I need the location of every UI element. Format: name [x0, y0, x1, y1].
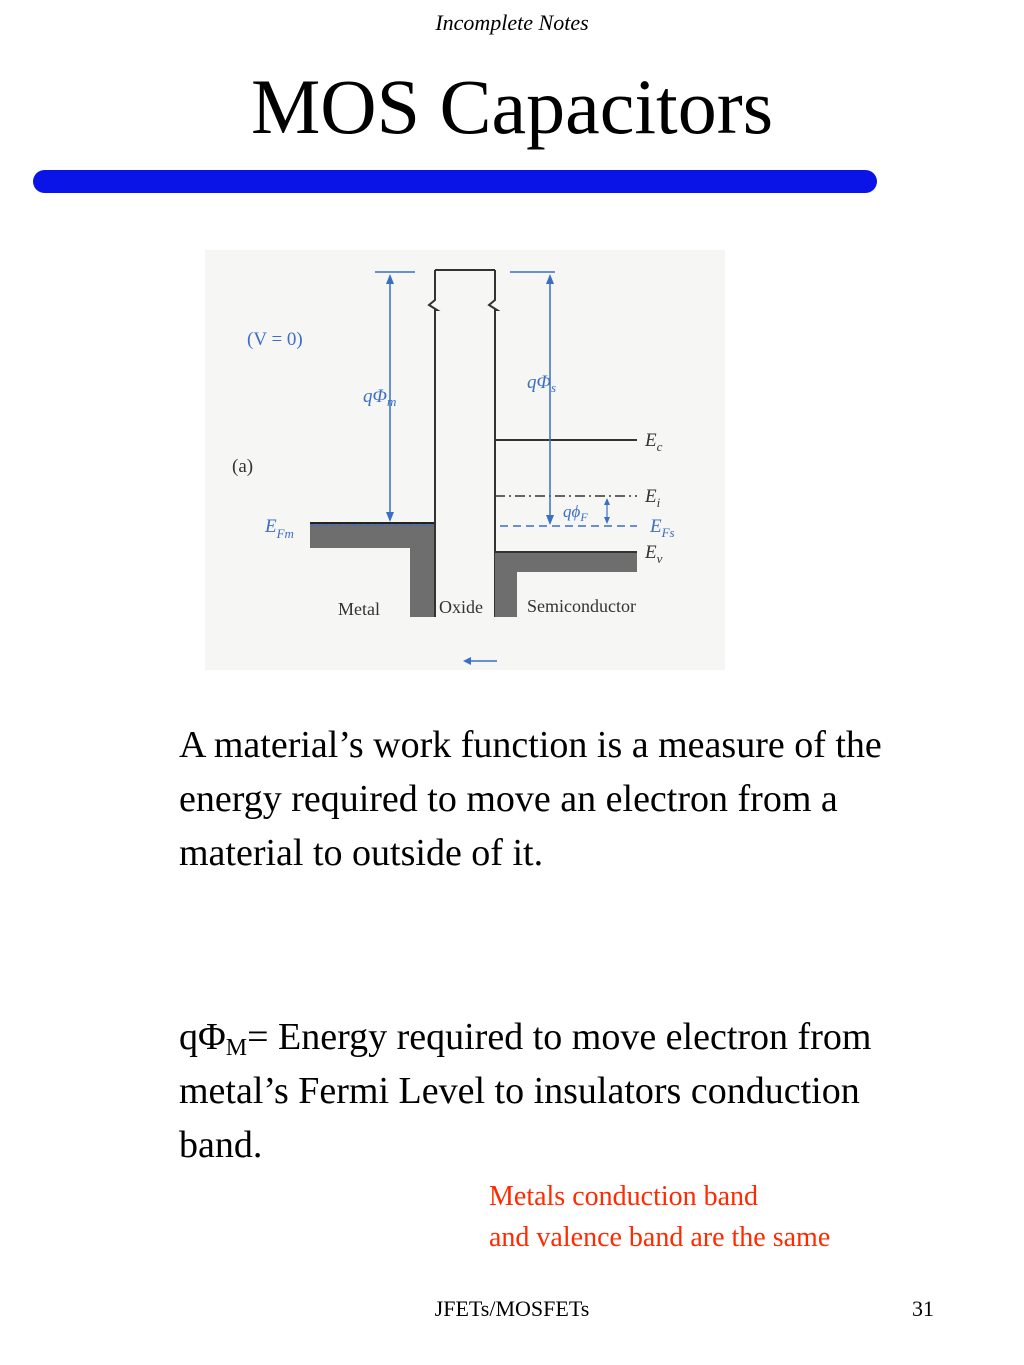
e-i-label: $E_i$	[645, 486, 661, 510]
semiconductor-vertical-fill	[495, 552, 517, 617]
q-phi-m-label: $q\Phi_m$	[363, 386, 397, 409]
panel-label: (a)	[232, 456, 254, 477]
e-c-label: $E_c$	[645, 430, 663, 454]
band-diagram-svg	[205, 250, 725, 670]
semiconductor-label: Semiconductor	[527, 596, 636, 616]
condition-label: (V = 0)	[247, 329, 303, 350]
footer-course-title: JFETs/MOSFETs	[434, 1296, 590, 1321]
work-function-definition: A material’s work function is a measure of the energy required to move an electron from a material to outside of it.	[179, 724, 882, 874]
title-underline-bar	[33, 170, 877, 193]
q-phi-subscript: M	[225, 1035, 248, 1061]
metal-work-function-definition	[179, 1010, 939, 1172]
e-fs-label: $E_{Fs}$	[650, 516, 675, 540]
page-number: 31	[912, 1296, 934, 1321]
q-phi-f-label: $q\phi_F$	[563, 502, 588, 524]
e-fm-label: $E_{Fm}$	[265, 516, 294, 541]
metal-band-note-line1: Metals conduction band	[489, 1181, 759, 1212]
e-v-label: $E_v$	[645, 542, 663, 566]
metal-work-function-text: = Energy required to move electron from metal’s Fermi Level to insulators conduction band.	[179, 1016, 872, 1166]
metal-label: Metal	[338, 599, 380, 619]
q-phi-symbol: qΦ	[179, 1016, 226, 1058]
metal-band-note-line2: and valence band are the same	[489, 1222, 831, 1253]
header-note: Incomplete Notes	[435, 10, 589, 35]
slide-title: MOS Capacitors	[250, 63, 774, 150]
q-phi-s-label: $q\Phi_s$	[527, 372, 557, 395]
mos-band-diagram	[205, 250, 725, 670]
metal-band-note	[489, 1176, 989, 1258]
oxide-label: Oxide	[439, 597, 483, 617]
metal-fill-vertical	[410, 523, 435, 617]
